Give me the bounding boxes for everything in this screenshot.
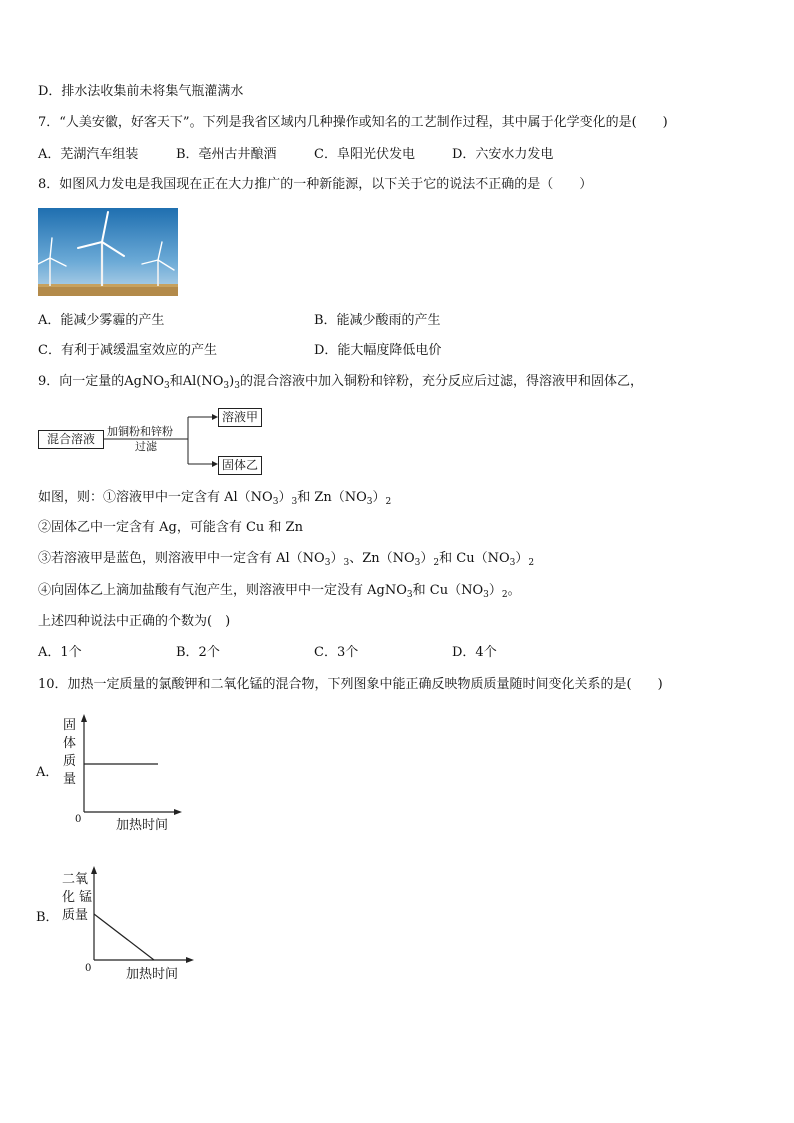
q9-stem: 9．向一定量的AgNO$_3$和$Al(NO_3)_3$的混合溶液中加入铜粉和锌粉，充分反应后过滤，得溶液甲和固体乙，: [38, 374, 643, 391]
q10-graph-b: [36, 864, 206, 989]
graph-a-ylabel-3: 质: [63, 754, 77, 769]
q9-question: 上述四种说法中正确的个数为( ): [38, 614, 231, 629]
q8-stem: 8．如图风力发电是我国现在正在大力推广的一种新能源，以下关于它的说法不正确的是（ ）: [38, 177, 593, 192]
q9-option-c: C．3个: [314, 645, 359, 660]
q10-graph-a: [36, 712, 196, 842]
q9-option-b: B．2个: [176, 645, 220, 660]
graph-a-ylabel-1: 固: [63, 718, 77, 733]
flow-source-box: 混合溶液: [38, 430, 104, 449]
flow-out1-box: 溶液甲: [218, 408, 262, 427]
q8-option-c: C．有利于减缓温室效应的产生: [38, 343, 217, 358]
q9-statement-2: ②固体乙中一定含有 Ag，可能含有 Cu 和 Zn: [38, 520, 303, 535]
graph-b-origin: 0: [85, 963, 92, 974]
q7-stem: 7．“人美安徽，好客天下”。下列是我省区域内几种操作或知名的工艺制作过程，其中属于化学变化的是( ): [38, 115, 668, 130]
q8-option-a: A．能减少雾霾的产生: [38, 313, 165, 328]
q6-option-d: D．排水法收集前未将集气瓶灌满水: [38, 84, 244, 99]
q9-statement-4: ④向固体乙上滴加盐酸有气泡产生，则溶液甲中一定没有 AgNO$_3$和 $Cu(NO_3)_2$。: [38, 583, 521, 600]
q7-option-b: B．亳州古井酿酒: [176, 147, 277, 162]
q9-statement-1: 如图，则：①溶液甲中一定含有 $Al(NO_3)_3$和 $Zn(NO_3)_2$: [38, 490, 392, 507]
q9-option-d: D．4个: [452, 645, 497, 660]
graph-b-label: B．: [36, 910, 59, 925]
q7-option-c: C．阜阳光伏发电: [314, 147, 415, 162]
q9-statement-3: ③若溶液甲是蓝色，则溶液甲中一定含有 $Al(NO_3)_3$、$Zn(NO_3)_2$和 $Cu(NO_3)_2$: [38, 551, 535, 568]
q10-stem: 10．加热一定质量的氯酸钾和二氧化锰的混合物，下列图象中能正确反映物质质量随时间变化关系的是( ): [38, 677, 663, 692]
graph-a-ylabel-2: 体: [63, 736, 77, 751]
flow-arrow-top-label: 加铜粉和锌粉: [107, 425, 173, 438]
graph-a-xlabel: 加热时间: [116, 818, 169, 833]
q7-option-a: A．芜湖汽车组装: [38, 147, 139, 162]
graph-b-ylabel-1: 二氧: [62, 872, 89, 887]
q8-option-d: D．能大幅度降低电价: [314, 343, 442, 358]
graph-a-origin: 0: [75, 814, 82, 825]
graph-a-ylabel-4: 量: [63, 772, 77, 787]
graph-b-ylabel-2: 化 锰: [62, 890, 93, 905]
graph-b-ylabel-3: 质量: [62, 908, 89, 923]
flow-out2-box: 固体乙: [218, 456, 262, 475]
flow-arrow-bottom-label: 过滤: [135, 440, 157, 453]
graph-b-xlabel: 加热时间: [126, 967, 179, 982]
graph-a-label: A．: [36, 765, 59, 780]
wind-turbine-photo: [38, 208, 178, 296]
q7-option-d: D．六安水力发电: [452, 147, 554, 162]
q8-option-b: B．能减少酸雨的产生: [314, 313, 441, 328]
q9-option-a: A．1个: [38, 645, 82, 660]
